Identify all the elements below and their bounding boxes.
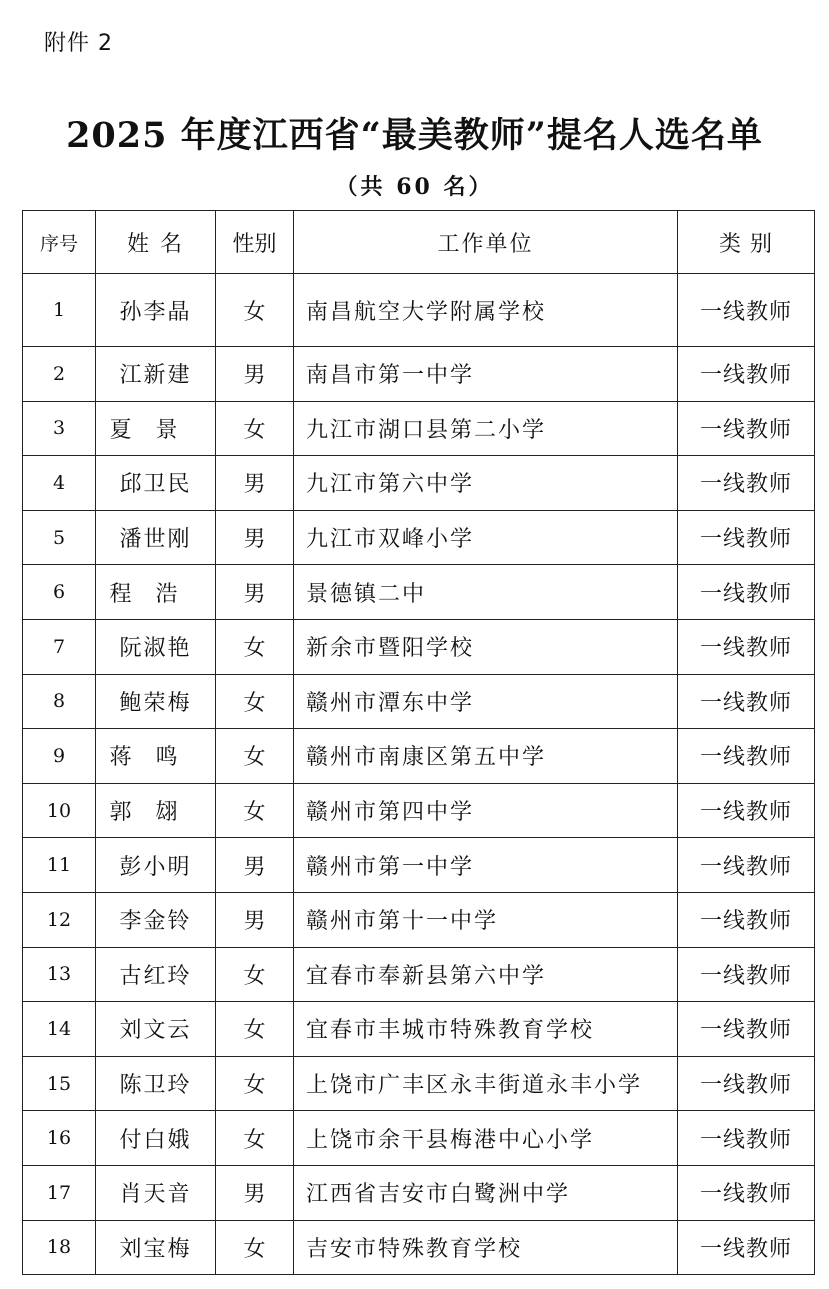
table-row xyxy=(23,1056,815,1111)
nominee-category: 一线教师 xyxy=(678,1165,815,1220)
nominee-gender: 女 xyxy=(216,274,294,347)
nominee-name: 陈卫玲 xyxy=(96,1056,216,1111)
column-header-work-unit: 工作单位 xyxy=(294,211,678,274)
nominee-name: 付白娥 xyxy=(96,1111,216,1166)
nominee-gender: 女 xyxy=(216,1111,294,1166)
nominee-name: 孙李晶 xyxy=(96,274,216,347)
nominee-work-unit: 上饶市余干县梅港中心小学 xyxy=(294,1111,678,1166)
nominee-name: 夏景 xyxy=(96,401,216,456)
nominee-work-unit: 上饶市广丰区永丰街道永丰小学 xyxy=(294,1056,678,1111)
nominee-table xyxy=(22,210,815,1275)
column-header-number: 序号 xyxy=(23,211,96,274)
column-header-name: 姓 名 xyxy=(96,211,216,274)
nominee-gender: 女 xyxy=(216,729,294,784)
nominee-category: 一线教师 xyxy=(678,347,815,402)
row-number: 1 xyxy=(23,274,96,347)
table-row xyxy=(23,619,815,674)
nominee-name: 阮淑艳 xyxy=(96,619,216,674)
table-row xyxy=(23,1002,815,1057)
table-row xyxy=(23,1220,815,1275)
table-row xyxy=(23,1165,815,1220)
nominee-name: 古红玲 xyxy=(96,947,216,1002)
table-row xyxy=(23,510,815,565)
table-body xyxy=(23,274,815,1275)
row-number: 3 xyxy=(23,401,96,456)
row-number: 11 xyxy=(23,838,96,893)
nominee-name: 彭小明 xyxy=(96,838,216,893)
table-row xyxy=(23,947,815,1002)
nominee-category: 一线教师 xyxy=(678,619,815,674)
table-row xyxy=(23,274,815,347)
nominee-work-unit: 九江市第六中学 xyxy=(294,456,678,511)
nominee-work-unit: 景德镇二中 xyxy=(294,565,678,620)
nominee-name: 邱卫民 xyxy=(96,456,216,511)
nominee-gender: 男 xyxy=(216,838,294,893)
nominee-category: 一线教师 xyxy=(678,565,815,620)
nominee-category: 一线教师 xyxy=(678,729,815,784)
nominee-work-unit: 新余市暨阳学校 xyxy=(294,619,678,674)
row-number: 6 xyxy=(23,565,96,620)
nominee-gender: 女 xyxy=(216,1220,294,1275)
row-number: 17 xyxy=(23,1165,96,1220)
nominee-name: 郭翃 xyxy=(96,783,216,838)
table-row xyxy=(23,347,815,402)
row-number: 5 xyxy=(23,510,96,565)
nominee-category: 一线教师 xyxy=(678,838,815,893)
nominee-gender: 男 xyxy=(216,565,294,620)
nominee-category: 一线教师 xyxy=(678,783,815,838)
nominee-category: 一线教师 xyxy=(678,456,815,511)
row-number: 7 xyxy=(23,619,96,674)
nominee-work-unit: 宜春市丰城市特殊教育学校 xyxy=(294,1002,678,1057)
table-row xyxy=(23,729,815,784)
row-number: 12 xyxy=(23,892,96,947)
table-row xyxy=(23,456,815,511)
table-row xyxy=(23,1111,815,1166)
nominee-name: 程浩 xyxy=(96,565,216,620)
nominee-work-unit: 南昌航空大学附属学校 xyxy=(294,274,678,347)
row-number: 13 xyxy=(23,947,96,1002)
row-number: 15 xyxy=(23,1056,96,1111)
table-row xyxy=(23,838,815,893)
nominee-category: 一线教师 xyxy=(678,1111,815,1166)
nominee-category: 一线教师 xyxy=(678,1056,815,1111)
nominee-work-unit: 南昌市第一中学 xyxy=(294,347,678,402)
table-header-row xyxy=(23,211,815,274)
nominee-category: 一线教师 xyxy=(678,947,815,1002)
row-number: 16 xyxy=(23,1111,96,1166)
nominee-gender: 女 xyxy=(216,1002,294,1057)
column-header-category: 类 别 xyxy=(678,211,815,274)
nominee-gender: 男 xyxy=(216,510,294,565)
table-row xyxy=(23,783,815,838)
nominee-category: 一线教师 xyxy=(678,1002,815,1057)
nominee-gender: 女 xyxy=(216,619,294,674)
row-number: 10 xyxy=(23,783,96,838)
nominee-category: 一线教师 xyxy=(678,274,815,347)
nominee-gender: 男 xyxy=(216,347,294,402)
nominee-work-unit: 九江市双峰小学 xyxy=(294,510,678,565)
nominee-gender: 男 xyxy=(216,1165,294,1220)
document-title: 2025 年度江西省“最美教师”提名人选名单 xyxy=(66,115,763,156)
nominee-gender: 男 xyxy=(216,892,294,947)
nominee-gender: 女 xyxy=(216,783,294,838)
table-row xyxy=(23,674,815,729)
nominee-gender: 女 xyxy=(216,674,294,729)
nominee-work-unit: 九江市湖口县第二小学 xyxy=(294,401,678,456)
table-row xyxy=(23,565,815,620)
nominee-category: 一线教师 xyxy=(678,401,815,456)
table-row xyxy=(23,401,815,456)
nominee-work-unit: 宜春市奉新县第六中学 xyxy=(294,947,678,1002)
nominee-name: 刘文云 xyxy=(96,1002,216,1057)
table-row xyxy=(23,892,815,947)
nominee-name: 刘宝梅 xyxy=(96,1220,216,1275)
row-number: 14 xyxy=(23,1002,96,1057)
nominee-gender: 女 xyxy=(216,401,294,456)
attachment-label: 附件 2 xyxy=(44,31,113,56)
nominee-name: 潘世刚 xyxy=(96,510,216,565)
nominee-gender: 女 xyxy=(216,1056,294,1111)
nominee-work-unit: 赣州市第四中学 xyxy=(294,783,678,838)
nominee-work-unit: 赣州市南康区第五中学 xyxy=(294,729,678,784)
nominee-name: 鲍荣梅 xyxy=(96,674,216,729)
nominee-work-unit: 赣州市第一中学 xyxy=(294,838,678,893)
row-number: 9 xyxy=(23,729,96,784)
row-number: 8 xyxy=(23,674,96,729)
nominee-gender: 男 xyxy=(216,456,294,511)
row-number: 2 xyxy=(23,347,96,402)
nominee-name: 蒋鸣 xyxy=(96,729,216,784)
document-subtitle: （共 60 名） xyxy=(335,174,494,200)
nominee-gender: 女 xyxy=(216,947,294,1002)
nominee-work-unit: 赣州市潭东中学 xyxy=(294,674,678,729)
row-number: 18 xyxy=(23,1220,96,1275)
column-header-gender: 性别 xyxy=(216,211,294,274)
nominee-work-unit: 江西省吉安市白鹭洲中学 xyxy=(294,1165,678,1220)
nominee-category: 一线教师 xyxy=(678,674,815,729)
nominee-work-unit: 吉安市特殊教育学校 xyxy=(294,1220,678,1275)
nominee-name: 肖天音 xyxy=(96,1165,216,1220)
nominee-category: 一线教师 xyxy=(678,510,815,565)
nominee-name: 江新建 xyxy=(96,347,216,402)
row-number: 4 xyxy=(23,456,96,511)
nominee-name: 李金铃 xyxy=(96,892,216,947)
nominee-category: 一线教师 xyxy=(678,1220,815,1275)
nominee-work-unit: 赣州市第十一中学 xyxy=(294,892,678,947)
nominee-category: 一线教师 xyxy=(678,892,815,947)
